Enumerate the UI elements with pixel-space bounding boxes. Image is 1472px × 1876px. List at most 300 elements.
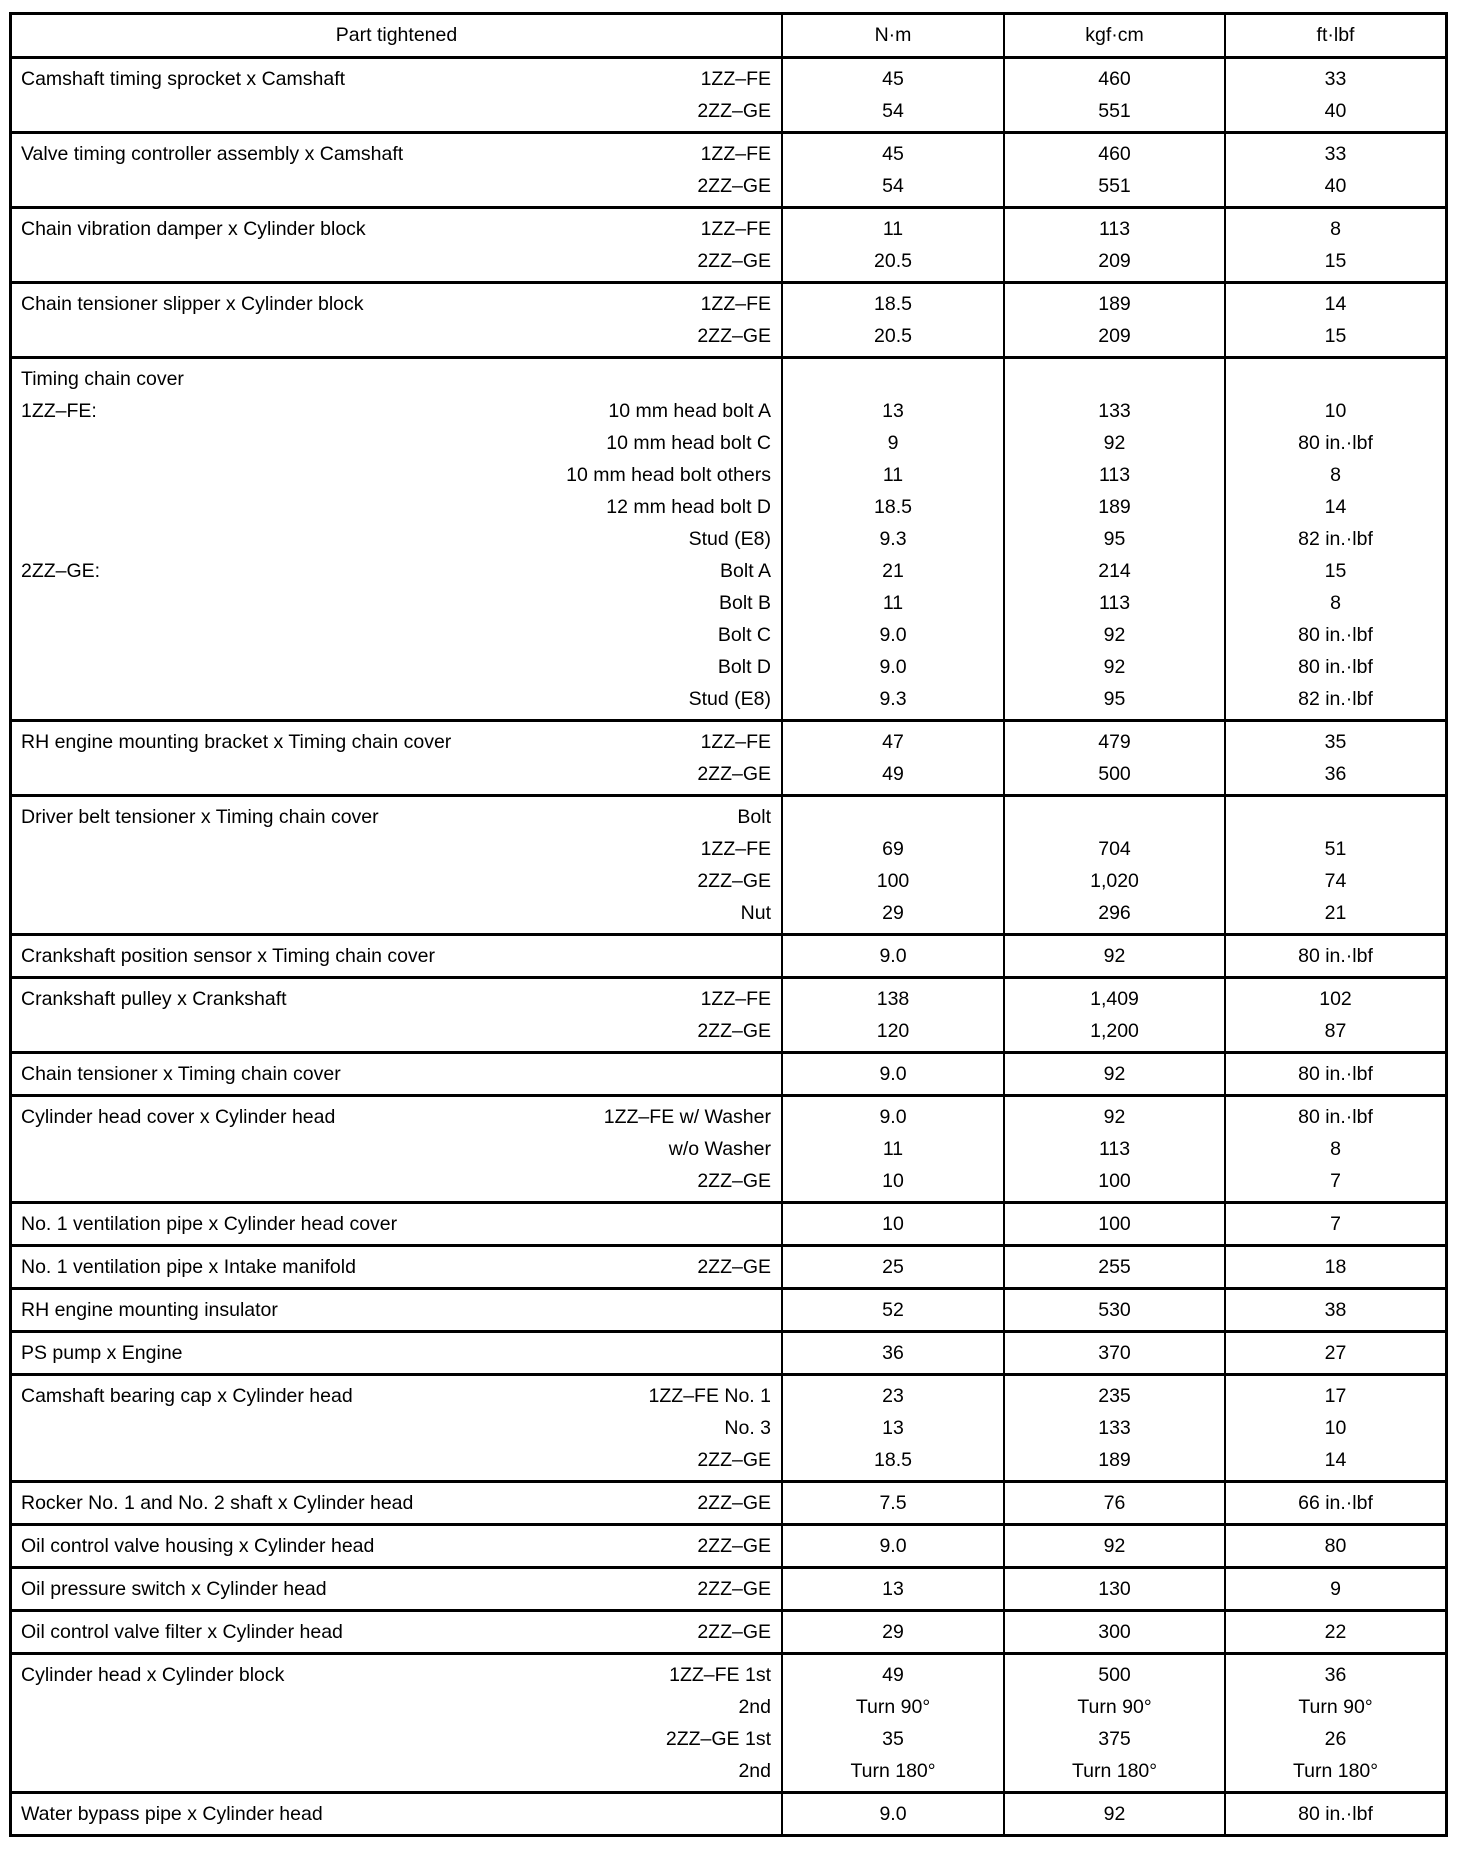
table-row xyxy=(12,56,1445,131)
part-line xyxy=(21,1444,771,1476)
part-line xyxy=(21,833,771,865)
nm-value: 11 xyxy=(882,218,904,240)
kgf-cm-value: 92 xyxy=(1103,1106,1126,1128)
ft-lbf-value: 9 xyxy=(1330,1578,1341,1600)
nm-value: 11 xyxy=(882,1138,904,1160)
part-name: No. 1 ventilation pipe x Cylinder head cover xyxy=(21,1213,398,1235)
nm-value: 9 xyxy=(887,432,899,454)
part-sub-label: 10 mm head bolt others xyxy=(566,464,771,486)
part-sub-label: w/o Washer xyxy=(668,1138,771,1160)
part-line xyxy=(21,983,771,1015)
part-line xyxy=(21,801,771,833)
part-cell xyxy=(12,936,783,976)
kgf-cm-cell xyxy=(1005,1054,1226,1094)
kgf-cm-value: 189 xyxy=(1098,293,1131,315)
ft-lbf-value: 14 xyxy=(1324,293,1347,315)
nm-value: 20.5 xyxy=(874,250,912,272)
nm-cell xyxy=(783,1290,1005,1330)
kgf-cm-value: 100 xyxy=(1098,1213,1131,1235)
ft-lbf-value: 82 in.·lbf xyxy=(1298,688,1373,710)
header-kgf-cm: kgf·cm xyxy=(1005,15,1226,56)
part-line xyxy=(21,1208,771,1240)
part-name: Valve timing controller assembly x Camshaft xyxy=(21,143,404,165)
kgf-cm-value: 235 xyxy=(1098,1385,1131,1407)
nm-value: 45 xyxy=(882,143,904,165)
spacer xyxy=(1005,363,1224,395)
ft-lbf-value xyxy=(1226,801,1445,833)
table-body xyxy=(12,56,1445,1834)
part-line xyxy=(21,1058,771,1090)
part-name: PS pump x Engine xyxy=(21,1342,183,1364)
kgf-cm-value: 500 xyxy=(1098,763,1131,785)
ft-lbf-cell xyxy=(1226,59,1445,131)
kgf-cm-value: 189 xyxy=(1098,496,1131,518)
table-row xyxy=(12,1523,1445,1566)
part-sub-label: 2ZZ–GE xyxy=(697,1449,771,1471)
part-cell xyxy=(12,1794,783,1834)
nm-cell xyxy=(783,1333,1005,1373)
ft-lbf-value: 35 xyxy=(1324,731,1347,753)
part-name: Rocker No. 1 and No. 2 shaft x Cylinder head xyxy=(21,1492,414,1514)
nm-value: Turn 90° xyxy=(855,1696,931,1718)
kgf-cm-value: 209 xyxy=(1098,250,1131,272)
spacer xyxy=(783,363,1003,395)
ft-lbf-value: 8 xyxy=(1330,1138,1341,1160)
nm-value: 54 xyxy=(882,175,904,197)
kgf-cm-value: Turn 180° xyxy=(1071,1760,1158,1782)
nm-value: 23 xyxy=(882,1385,904,1407)
header-nm: N·m xyxy=(783,15,1005,56)
kgf-cm-value: 189 xyxy=(1098,1449,1131,1471)
nm-cell xyxy=(783,797,1005,933)
engine-label: 1ZZ–FE: xyxy=(21,400,97,422)
ft-lbf-cell xyxy=(1226,1290,1445,1330)
table-header-row xyxy=(12,15,1445,56)
table-row xyxy=(12,1244,1445,1287)
part-line xyxy=(21,1294,771,1326)
part-sub-label: 2ZZ–GE xyxy=(697,100,771,122)
kgf-cm-value: 530 xyxy=(1098,1299,1131,1321)
part-line xyxy=(21,1659,771,1691)
part-line xyxy=(21,459,771,491)
table-row xyxy=(12,1480,1445,1523)
ft-lbf-cell xyxy=(1226,1097,1445,1201)
part-line xyxy=(21,1798,771,1830)
table-row xyxy=(12,1287,1445,1330)
part-line xyxy=(21,63,771,95)
ft-lbf-value: 80 in.·lbf xyxy=(1298,1063,1373,1085)
part-cell xyxy=(12,359,783,719)
part-line xyxy=(21,1723,771,1755)
nm-value: 18.5 xyxy=(874,496,912,518)
table-row xyxy=(12,976,1445,1051)
table-row xyxy=(12,131,1445,206)
nm-value xyxy=(783,801,1003,833)
part-cell xyxy=(12,1290,783,1330)
kgf-cm-value: 1,200 xyxy=(1090,1020,1139,1042)
ft-lbf-value: 80 in.·lbf xyxy=(1298,624,1373,646)
spacer xyxy=(1226,363,1445,395)
part-sub-label: 1ZZ–FE 1st xyxy=(669,1664,771,1686)
nm-value: 9.3 xyxy=(879,688,907,710)
part-sub-label: Bolt C xyxy=(717,624,771,646)
ft-lbf-value: 27 xyxy=(1324,1342,1347,1364)
nm-value: 47 xyxy=(882,731,904,753)
nm-cell xyxy=(783,1097,1005,1201)
engine-label: 2ZZ–GE: xyxy=(21,560,101,582)
part-line xyxy=(21,683,771,715)
torque-specification-table xyxy=(9,12,1448,1837)
part-name: Driver belt tensioner x Timing chain cover xyxy=(21,806,379,828)
part-line xyxy=(21,395,771,427)
part-name: Cylinder head x Cylinder block xyxy=(21,1664,285,1686)
table-row xyxy=(12,1566,1445,1609)
part-name: Chain tensioner x Timing chain cover xyxy=(21,1063,341,1085)
kgf-cm-value: 296 xyxy=(1098,902,1131,924)
kgf-cm-cell xyxy=(1005,284,1226,356)
kgf-cm-value: 460 xyxy=(1098,68,1131,90)
nm-cell xyxy=(783,1204,1005,1244)
part-line xyxy=(21,170,771,202)
ft-lbf-value: 26 xyxy=(1324,1728,1347,1750)
part-line xyxy=(21,138,771,170)
part-name: Camshaft bearing cap x Cylinder head xyxy=(21,1385,353,1407)
part-name: Timing chain cover xyxy=(21,368,184,390)
nm-value: 35 xyxy=(882,1728,904,1750)
kgf-cm-value: 1,020 xyxy=(1090,870,1139,892)
part-line xyxy=(21,320,771,352)
part-sub-label: Bolt B xyxy=(718,592,771,614)
kgf-cm-value: 209 xyxy=(1098,325,1131,347)
ft-lbf-value: 80 in.·lbf xyxy=(1298,656,1373,678)
kgf-cm-value: 479 xyxy=(1098,731,1131,753)
part-line xyxy=(21,651,771,683)
nm-cell xyxy=(783,284,1005,356)
ft-lbf-cell xyxy=(1226,1247,1445,1287)
nm-value: 138 xyxy=(876,988,910,1010)
nm-value: 29 xyxy=(882,902,904,924)
kgf-cm-value: 300 xyxy=(1098,1621,1131,1643)
part-cell xyxy=(12,1333,783,1373)
kgf-cm-value: 704 xyxy=(1098,838,1131,860)
kgf-cm-cell xyxy=(1005,1097,1226,1201)
kgf-cm-cell xyxy=(1005,797,1226,933)
part-sub-label: 1ZZ–FE w/ Washer xyxy=(603,1106,771,1128)
part-sub-label: No. 3 xyxy=(724,1417,771,1439)
nm-cell xyxy=(783,1054,1005,1094)
nm-value: 7.5 xyxy=(879,1492,907,1514)
ft-lbf-value: 82 in.·lbf xyxy=(1298,528,1373,550)
kgf-cm-value: 92 xyxy=(1103,1063,1126,1085)
ft-lbf-value: 51 xyxy=(1324,838,1347,860)
kgf-cm-cell xyxy=(1005,359,1226,719)
nm-value: 18.5 xyxy=(874,293,912,315)
kgf-cm-value: 460 xyxy=(1098,143,1131,165)
part-line xyxy=(21,1101,771,1133)
ft-lbf-value: 74 xyxy=(1324,870,1347,892)
table-row xyxy=(12,1201,1445,1244)
part-sub-label: 10 mm head bolt A xyxy=(608,400,771,422)
part-name: Oil control valve filter x Cylinder head xyxy=(21,1621,343,1643)
nm-value: 13 xyxy=(882,400,904,422)
part-name: Oil pressure switch x Cylinder head xyxy=(21,1578,327,1600)
kgf-cm-value: 92 xyxy=(1103,1535,1126,1557)
nm-value: 10 xyxy=(882,1170,904,1192)
ft-lbf-cell xyxy=(1226,1526,1445,1566)
ft-lbf-cell xyxy=(1226,1569,1445,1609)
ft-lbf-cell xyxy=(1226,936,1445,976)
ft-lbf-value: 33 xyxy=(1324,68,1347,90)
nm-value: 20.5 xyxy=(874,325,912,347)
part-line xyxy=(21,587,771,619)
kgf-cm-cell xyxy=(1005,979,1226,1051)
ft-lbf-cell xyxy=(1226,1655,1445,1791)
kgf-cm-value xyxy=(1005,801,1224,833)
part-sub-label: 1ZZ–FE xyxy=(700,68,771,90)
table-row xyxy=(12,1373,1445,1480)
nm-value: 9.0 xyxy=(879,1063,907,1085)
table-row xyxy=(12,281,1445,356)
ft-lbf-value: 15 xyxy=(1324,325,1347,347)
ft-lbf-value: 10 xyxy=(1324,1417,1347,1439)
nm-value: 9.3 xyxy=(879,528,907,550)
ft-lbf-cell xyxy=(1226,1054,1445,1094)
ft-lbf-value: 102 xyxy=(1319,988,1352,1010)
kgf-cm-value: 113 xyxy=(1098,592,1131,614)
kgf-cm-cell xyxy=(1005,722,1226,794)
kgf-cm-value: Turn 90° xyxy=(1077,1696,1152,1718)
table-row xyxy=(12,794,1445,933)
nm-value: 13 xyxy=(882,1578,904,1600)
part-name: RH engine mounting insulator xyxy=(21,1299,278,1321)
part-cell xyxy=(12,1569,783,1609)
table-row xyxy=(12,206,1445,281)
nm-value: 11 xyxy=(882,592,904,614)
part-sub-label: 2ZZ–GE xyxy=(697,325,771,347)
part-sub-label: 12 mm head bolt D xyxy=(606,496,771,518)
part-cell xyxy=(12,1655,783,1791)
part-cell xyxy=(12,979,783,1051)
part-name: Chain vibration damper x Cylinder block xyxy=(21,218,366,240)
nm-value: 18.5 xyxy=(874,1449,912,1471)
part-sub-label: Bolt D xyxy=(717,656,771,678)
part-sub-label: Stud (E8) xyxy=(688,528,771,550)
part-line xyxy=(21,940,771,972)
part-line xyxy=(21,758,771,790)
table-row xyxy=(12,356,1445,719)
kgf-cm-value: 370 xyxy=(1098,1342,1131,1364)
part-sub-label: 2ZZ–GE xyxy=(697,1578,771,1600)
ft-lbf-value: 80 in.·lbf xyxy=(1298,945,1373,967)
kgf-cm-cell xyxy=(1005,59,1226,131)
part-cell xyxy=(12,1204,783,1244)
part-sub-label: 2ZZ–GE xyxy=(697,1256,771,1278)
nm-cell xyxy=(783,134,1005,206)
nm-value: 29 xyxy=(882,1621,904,1643)
part-name: Chain tensioner slipper x Cylinder block xyxy=(21,293,364,315)
kgf-cm-cell xyxy=(1005,1247,1226,1287)
kgf-cm-value: 214 xyxy=(1098,560,1131,582)
table-row xyxy=(12,1791,1445,1834)
nm-cell xyxy=(783,722,1005,794)
nm-cell xyxy=(783,359,1005,719)
part-sub-label: 1ZZ–FE xyxy=(700,988,771,1010)
nm-cell xyxy=(783,979,1005,1051)
part-line xyxy=(21,1691,771,1723)
part-cell xyxy=(12,209,783,281)
ft-lbf-value: 7 xyxy=(1330,1170,1341,1192)
part-name: Cylinder head cover x Cylinder head xyxy=(21,1106,336,1128)
nm-value: 9.0 xyxy=(879,624,907,646)
kgf-cm-value: 500 xyxy=(1098,1664,1131,1686)
kgf-cm-value: 76 xyxy=(1103,1492,1126,1514)
part-line xyxy=(21,1251,771,1283)
part-line xyxy=(21,726,771,758)
ft-lbf-cell xyxy=(1226,209,1445,281)
kgf-cm-cell xyxy=(1005,1794,1226,1834)
part-sub-label: 2ZZ–GE xyxy=(697,870,771,892)
kgf-cm-cell xyxy=(1005,1333,1226,1373)
ft-lbf-cell xyxy=(1226,1333,1445,1373)
kgf-cm-value: 551 xyxy=(1098,175,1131,197)
part-cell xyxy=(12,1247,783,1287)
table-row xyxy=(12,1330,1445,1373)
kgf-cm-cell xyxy=(1005,1655,1226,1791)
part-cell xyxy=(12,1054,783,1094)
kgf-cm-value: 95 xyxy=(1103,688,1126,710)
part-sub-label: 1ZZ–FE No. 1 xyxy=(648,1385,771,1407)
kgf-cm-value: 375 xyxy=(1098,1728,1131,1750)
part-sub-label: Bolt A xyxy=(720,560,771,582)
part-line xyxy=(21,95,771,127)
nm-value: 49 xyxy=(882,1664,904,1686)
part-line xyxy=(21,523,771,555)
part-line xyxy=(21,1755,771,1787)
nm-cell xyxy=(783,1483,1005,1523)
part-name: No. 1 ventilation pipe x Intake manifold xyxy=(21,1256,356,1278)
kgf-cm-value: 95 xyxy=(1103,528,1126,550)
ft-lbf-value: 18 xyxy=(1324,1256,1347,1278)
ft-lbf-value: 14 xyxy=(1324,1449,1347,1471)
nm-value: 25 xyxy=(882,1256,904,1278)
nm-cell xyxy=(783,1376,1005,1480)
ft-lbf-value: 33 xyxy=(1324,143,1347,165)
kgf-cm-cell xyxy=(1005,1204,1226,1244)
nm-value: 11 xyxy=(882,464,904,486)
kgf-cm-value: 113 xyxy=(1098,218,1131,240)
ft-lbf-value: 21 xyxy=(1324,902,1347,924)
part-line xyxy=(21,865,771,897)
part-cell xyxy=(12,134,783,206)
nm-cell xyxy=(783,1612,1005,1652)
nm-value: 45 xyxy=(882,68,904,90)
kgf-cm-value: 551 xyxy=(1098,100,1131,122)
kgf-cm-cell xyxy=(1005,1612,1226,1652)
kgf-cm-cell xyxy=(1005,936,1226,976)
part-line xyxy=(21,213,771,245)
part-sub-label: 2ZZ–GE xyxy=(697,1621,771,1643)
part-sub-label: 2ZZ–GE xyxy=(697,250,771,272)
part-line xyxy=(21,288,771,320)
ft-lbf-value: 80 xyxy=(1324,1535,1347,1557)
header-part-tightened: Part tightened xyxy=(12,15,783,56)
kgf-cm-value: 1,409 xyxy=(1090,988,1139,1010)
ft-lbf-cell xyxy=(1226,1204,1445,1244)
part-sub-label: 2ZZ–GE xyxy=(697,1170,771,1192)
ft-lbf-cell xyxy=(1226,979,1445,1051)
kgf-cm-cell xyxy=(1005,134,1226,206)
nm-value: 36 xyxy=(882,1342,904,1364)
part-sub-label: 1ZZ–FE xyxy=(700,838,771,860)
kgf-cm-value: 92 xyxy=(1103,432,1126,454)
part-line xyxy=(21,555,771,587)
nm-value: 9.0 xyxy=(879,1535,907,1557)
part-line xyxy=(21,1412,771,1444)
nm-cell xyxy=(783,1794,1005,1834)
ft-lbf-value: 17 xyxy=(1324,1385,1347,1407)
ft-lbf-value: 66 in.·lbf xyxy=(1298,1492,1373,1514)
nm-value: 21 xyxy=(882,560,904,582)
part-cell xyxy=(12,1612,783,1652)
nm-cell xyxy=(783,1526,1005,1566)
part-sub-label: 2ZZ–GE xyxy=(697,763,771,785)
part-sub-label: 2nd xyxy=(738,1696,771,1718)
part-cell xyxy=(12,722,783,794)
ft-lbf-value: 40 xyxy=(1324,175,1347,197)
part-sub-label: Bolt xyxy=(737,806,771,828)
kgf-cm-cell xyxy=(1005,1526,1226,1566)
ft-lbf-value: 80 in.·lbf xyxy=(1298,1106,1373,1128)
part-sub-label: 1ZZ–FE xyxy=(700,731,771,753)
table-row xyxy=(12,1609,1445,1652)
part-name: Camshaft timing sprocket x Camshaft xyxy=(21,68,346,90)
kgf-cm-value: 92 xyxy=(1103,945,1126,967)
ft-lbf-value: 87 xyxy=(1324,1020,1347,1042)
ft-lbf-cell xyxy=(1226,359,1445,719)
nm-cell xyxy=(783,1569,1005,1609)
kgf-cm-value: 133 xyxy=(1098,1417,1131,1439)
part-cell xyxy=(12,284,783,356)
part-sub-label: 1ZZ–FE xyxy=(700,143,771,165)
part-line xyxy=(21,1337,771,1369)
ft-lbf-value: 10 xyxy=(1324,400,1347,422)
part-sub-label: 2nd xyxy=(738,1760,771,1782)
ft-lbf-value: 80 in.·lbf xyxy=(1298,1803,1373,1825)
nm-cell xyxy=(783,59,1005,131)
kgf-cm-value: 92 xyxy=(1103,656,1126,678)
part-name: Crankshaft position sensor x Timing chain cover xyxy=(21,945,436,967)
table-row xyxy=(12,719,1445,794)
ft-lbf-value: 40 xyxy=(1324,100,1347,122)
ft-lbf-value: 15 xyxy=(1324,250,1347,272)
nm-value: 100 xyxy=(876,870,910,892)
part-name: Water bypass pipe x Cylinder head xyxy=(21,1803,323,1825)
kgf-cm-value: 92 xyxy=(1103,624,1126,646)
part-name: Crankshaft pulley x Crankshaft xyxy=(21,988,287,1010)
part-line xyxy=(21,1487,771,1519)
nm-value: 52 xyxy=(882,1299,904,1321)
ft-lbf-cell xyxy=(1226,1483,1445,1523)
part-line xyxy=(21,1133,771,1165)
part-sub-label: 2ZZ–GE xyxy=(697,175,771,197)
part-line xyxy=(21,1530,771,1562)
table-row xyxy=(12,1051,1445,1094)
part-line xyxy=(21,1616,771,1648)
part-sub-label: 2ZZ–GE xyxy=(697,1492,771,1514)
part-sub-label: Nut xyxy=(740,902,771,924)
ft-lbf-cell xyxy=(1226,1612,1445,1652)
part-line xyxy=(21,1573,771,1605)
